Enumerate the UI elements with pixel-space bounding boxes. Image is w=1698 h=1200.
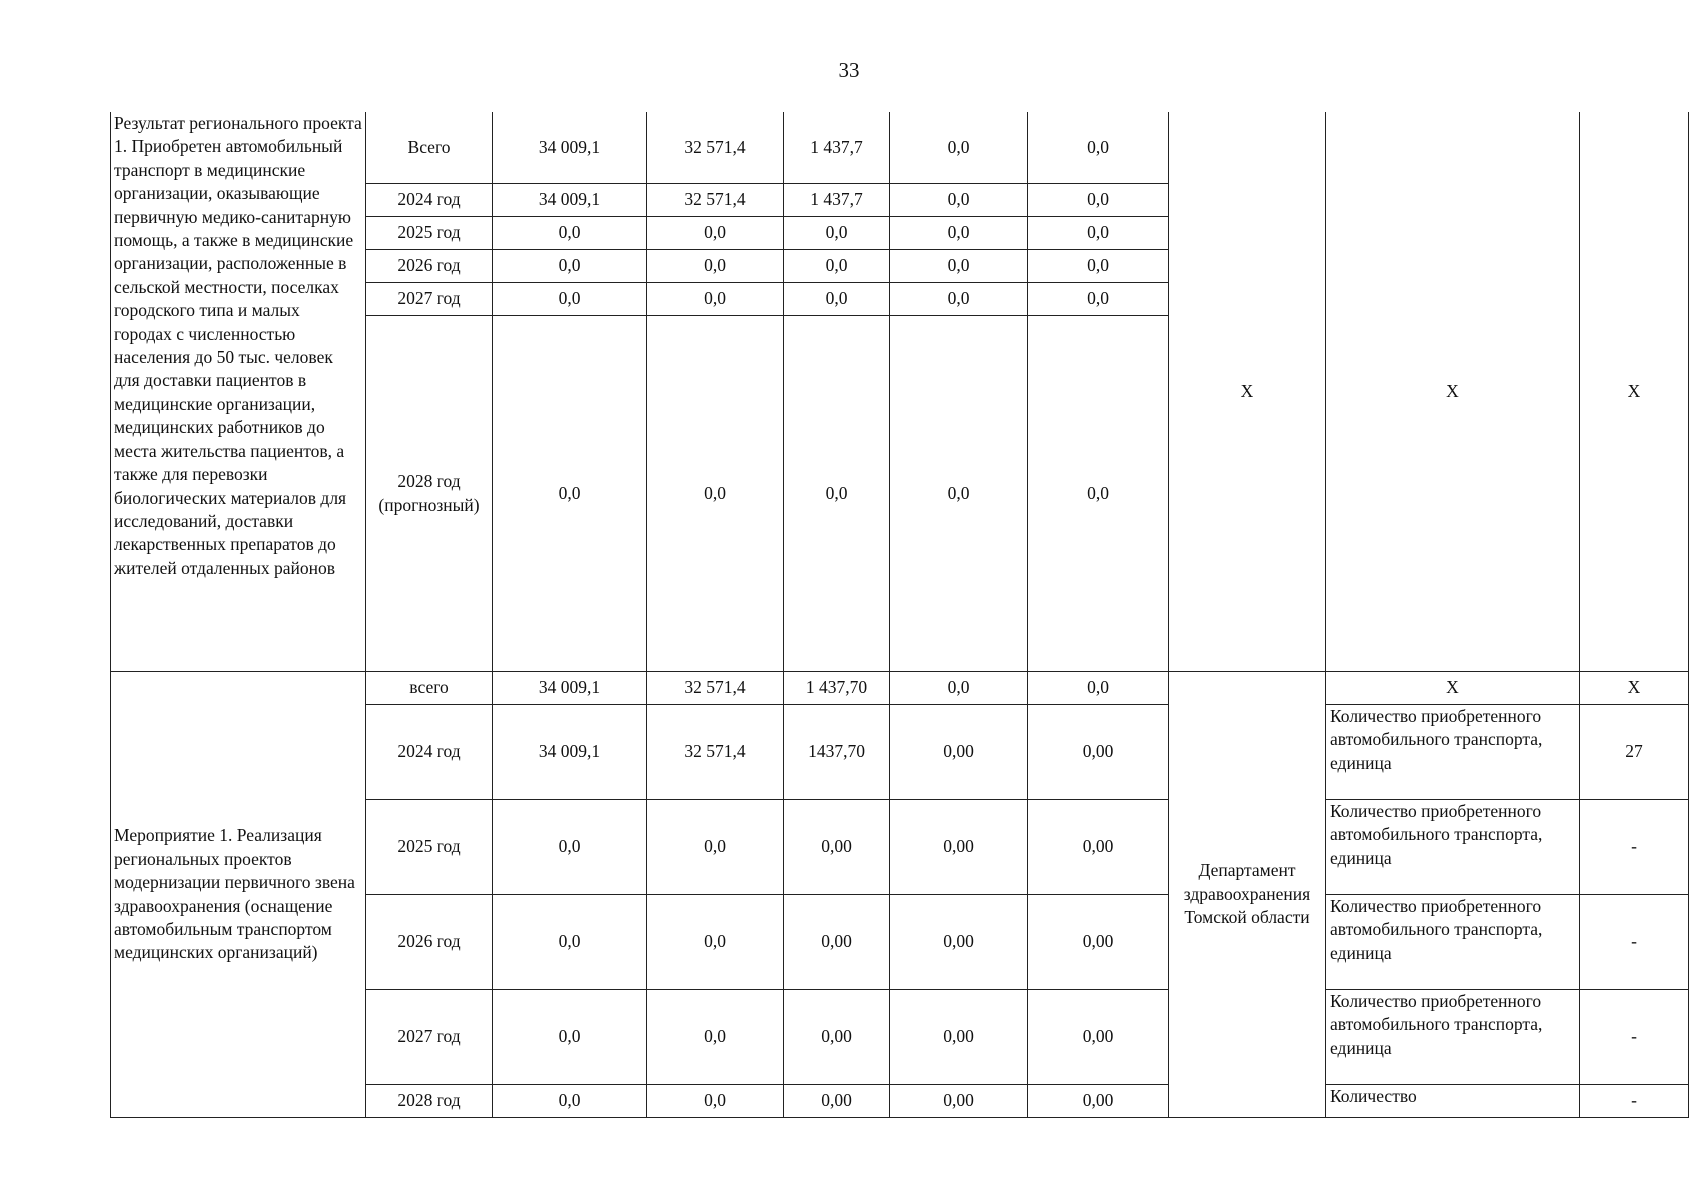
value-cell: 0,0 — [647, 990, 784, 1085]
value-cell: 0,0 — [784, 250, 890, 283]
value-cell: 0,00 — [1028, 990, 1169, 1085]
value-cell: 0,0 — [493, 250, 647, 283]
value-cell: 0,0 — [784, 283, 890, 316]
value-cell: 0,00 — [890, 895, 1028, 990]
value-cell: 0,00 — [890, 800, 1028, 895]
indicator-cell: Х — [1326, 112, 1580, 672]
value-cell: 0,0 — [647, 283, 784, 316]
page-number: 33 — [838, 58, 860, 82]
indicator-value-cell: Х — [1580, 672, 1689, 705]
value-cell: 0,0 — [647, 895, 784, 990]
value-cell: 0,0 — [493, 1085, 647, 1118]
period-cell: 2027 год — [366, 283, 493, 316]
value-cell: 0,0 — [493, 217, 647, 250]
value-cell: 0,0 — [890, 250, 1028, 283]
value-cell: 0,0 — [784, 217, 890, 250]
value-cell: 0,0 — [890, 112, 1028, 184]
period-cell: 2025 год — [366, 800, 493, 895]
indicator-value-cell: 27 — [1580, 705, 1689, 800]
value-cell: 0,00 — [890, 990, 1028, 1085]
value-cell: 32 571,4 — [647, 672, 784, 705]
value-cell: 0,0 — [890, 672, 1028, 705]
value-cell: 34 009,1 — [493, 705, 647, 800]
indicator-cell: Количество приобретенного автомобильного транспорта, единица — [1326, 800, 1580, 895]
value-cell: 0,0 — [647, 316, 784, 672]
value-cell: 0,0 — [493, 283, 647, 316]
period-cell: Всего — [366, 112, 493, 184]
indicator-value-cell: - — [1580, 990, 1689, 1085]
value-cell: 0,0 — [493, 990, 647, 1085]
indicator-value-cell: - — [1580, 800, 1689, 895]
value-cell: 34 009,1 — [493, 672, 647, 705]
value-cell: 32 571,4 — [647, 705, 784, 800]
table-row — [111, 112, 1689, 184]
value-cell: 1 437,7 — [784, 112, 890, 184]
value-cell: 0,00 — [1028, 1085, 1169, 1118]
value-cell: 0,0 — [784, 316, 890, 672]
value-cell: 0,00 — [784, 895, 890, 990]
value-cell: 0,00 — [1028, 705, 1169, 800]
program-table — [110, 112, 1689, 1118]
value-cell: 0,0 — [890, 217, 1028, 250]
period-cell: 2028 год (прогнозный) — [366, 316, 493, 672]
value-cell: 0,00 — [890, 705, 1028, 800]
value-cell: 0,0 — [890, 184, 1028, 217]
indicator-cell: Количество приобретенного автомобильного транспорта, единица — [1326, 705, 1580, 800]
value-cell: 0,00 — [784, 800, 890, 895]
value-cell: 34 009,1 — [493, 184, 647, 217]
value-cell: 0,0 — [1028, 112, 1169, 184]
indicator-cell: Количество приобретенного автомобильного транспорта, единица — [1326, 895, 1580, 990]
period-cell: 2028 год — [366, 1085, 493, 1118]
period-cell: всего — [366, 672, 493, 705]
value-cell: 0,00 — [784, 990, 890, 1085]
value-cell: 0,0 — [647, 1085, 784, 1118]
executor-cell: Х — [1169, 112, 1326, 672]
value-cell: 34 009,1 — [493, 112, 647, 184]
value-cell: 0,0 — [1028, 184, 1169, 217]
value-cell: 1 437,70 — [784, 672, 890, 705]
value-cell: 0,0 — [1028, 283, 1169, 316]
period-cell: 2025 год — [366, 217, 493, 250]
value-cell: 0,0 — [890, 283, 1028, 316]
measure-title: Мероприятие 1. Реализация региональных проектов модернизации первичного звена здравоохранения (оснащение автомобильным транспортом медицинских организаций) — [111, 672, 366, 1118]
period-cell: 2024 год — [366, 184, 493, 217]
executor-cell: Департамент здравоохранения Томской области — [1169, 672, 1326, 1118]
value-cell: 0,0 — [1028, 316, 1169, 672]
value-cell: 1 437,7 — [784, 184, 890, 217]
period-cell: 2026 год — [366, 250, 493, 283]
value-cell: 0,0 — [647, 250, 784, 283]
value-cell: 0,0 — [647, 217, 784, 250]
value-cell: 0,0 — [1028, 217, 1169, 250]
value-cell: 1437,70 — [784, 705, 890, 800]
value-cell: 0,0 — [1028, 250, 1169, 283]
value-cell: 0,0 — [493, 895, 647, 990]
value-cell: 0,0 — [1028, 672, 1169, 705]
value-cell: 0,00 — [1028, 800, 1169, 895]
period-cell: 2027 год — [366, 990, 493, 1085]
value-cell: 32 571,4 — [647, 112, 784, 184]
indicator-cell: Количество приобретенного автомобильного транспорта, единица — [1326, 990, 1580, 1085]
value-cell: 0,00 — [890, 1085, 1028, 1118]
value-cell: 0,00 — [784, 1085, 890, 1118]
value-cell: 0,0 — [890, 316, 1028, 672]
table-row — [111, 672, 1689, 705]
value-cell: 0,0 — [493, 316, 647, 672]
result-title: Результат регионального проекта 1. Приобретен автомобильный транспорт в медицинские организации, оказывающие первичную медико-санитарную помощь, а также в медицинские организации, расположенные в сельской местности, поселках городского типа и малых городах с численностью населения до 50 тыс. человек для доставки пациентов в медицинские организации, медицинских работников до места жительства пациентов, а также для перевозки биологических материалов для исследований, доставки лекарственных препаратов до жителей отдаленных районов — [111, 112, 366, 672]
value-cell: 0,0 — [493, 800, 647, 895]
indicator-value-cell: - — [1580, 895, 1689, 990]
value-cell: 0,00 — [1028, 895, 1169, 990]
indicator-value-cell: Х — [1580, 112, 1689, 672]
period-cell: 2024 год — [366, 705, 493, 800]
indicator-value-cell: - — [1580, 1085, 1689, 1118]
indicator-cell: Количество — [1326, 1085, 1580, 1118]
value-cell: 0,0 — [647, 800, 784, 895]
period-cell: 2026 год — [366, 895, 493, 990]
value-cell: 32 571,4 — [647, 184, 784, 217]
indicator-cell: Х — [1326, 672, 1580, 705]
